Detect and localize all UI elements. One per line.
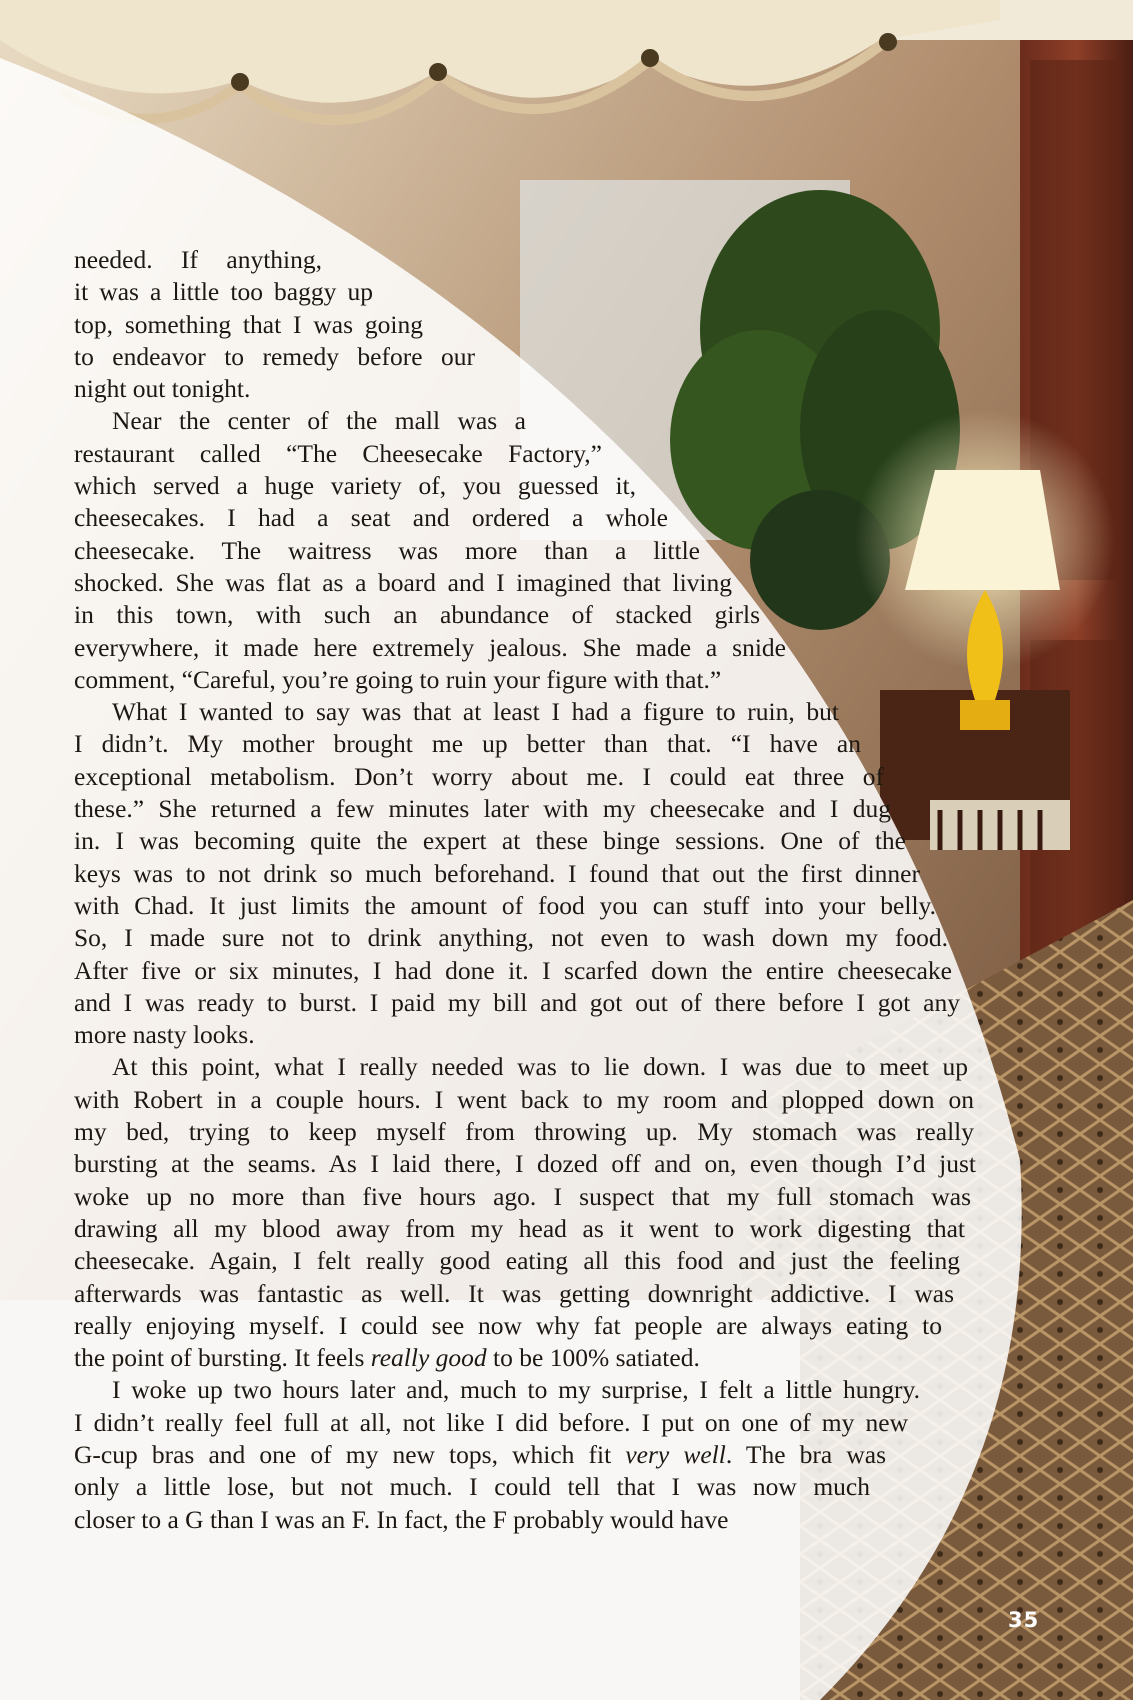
text-line: restaurant called “The Cheesecake Factory,” (74, 438, 602, 468)
emphasis: very well (625, 1439, 726, 1469)
text-line: bursting at the seams. As I laid there, I dozed off and on, even though I’d just (74, 1149, 976, 1179)
text-line: night out tonight. (74, 374, 251, 404)
text-line: to endeavor to remedy before our (74, 341, 475, 371)
text-line: cheesecakes. I had a seat and ordered a whole (74, 503, 668, 533)
text-line: only a little lose, but not much. I could tell that I was now much (74, 1472, 870, 1502)
text-line: needed. If anything, (74, 245, 322, 274)
text-line: After five or six minutes, I had done it. I scarfed down the entire cheesecake (74, 955, 952, 985)
text-line: exceptional metabolism. Don’t worry about me. I could eat three of (74, 761, 884, 791)
text-line: Near the center of the mall was a (112, 406, 526, 436)
text-line: everywhere, it made here extremely jealous. She made a snide (74, 632, 786, 662)
text-line: really enjoying myself. I could see now why fat people are always eating to (74, 1310, 942, 1340)
text-line: keys was to not drink so much beforehand. I found that out the first dinner (74, 858, 920, 888)
emphasis: really good (370, 1343, 487, 1373)
text-line: drawing all my blood away from my head as it went to work digesting that (74, 1213, 965, 1243)
text-line: woke up no more than five hours ago. I suspect that my full stomach was (74, 1181, 971, 1211)
text-line: the point of bursting. It feels really good to be 100% satiated. (74, 1343, 700, 1373)
text-line: cheesecake. The waitress was more than a little (74, 535, 700, 565)
page-number: 35 (1008, 1608, 1040, 1632)
text-line: I didn’t. My mother brought me up better than that. “I have an (74, 729, 861, 759)
text-line: afterwards was fantastic as well. It was getting downright addictive. I was (74, 1278, 954, 1308)
text-line: it was a little too baggy up (74, 277, 373, 307)
text-line: which served a huge variety of, you guessed it, (74, 471, 636, 501)
text-line: At this point, what I really needed was to lie down. I was due to meet up (112, 1052, 968, 1082)
text-line: So, I made sure not to drink anything, not even to wash down my food. (74, 923, 948, 953)
text-line: top, something that I was going (74, 309, 423, 339)
text-line: What I wanted to say was that at least I had a figure to ruin, but (112, 697, 839, 727)
text-line: these.” She returned a few minutes later with my cheesecake and I dug (74, 794, 891, 824)
text-line: with Chad. It just limits the amount of food you can stuff into your belly. (74, 890, 936, 920)
text-line: shocked. She was flat as a board and I imagined that living (74, 567, 732, 597)
body-text (74, 244, 974, 1536)
text-line: and I was ready to burst. I paid my bill and got out of there before I got any (74, 987, 960, 1017)
text-line: I didn’t really feel full at all, not like I did before. I put on one of my new (74, 1407, 908, 1437)
text-line: more nasty looks. (74, 1020, 255, 1050)
text-line: comment, “Careful, you’re going to ruin your figure with that.” (74, 664, 722, 694)
text-line: closer to a G than I was an F. In fact, the F probably would have (74, 1504, 729, 1534)
text-line: G-cup bras and one of my new tops, which fit very well. The bra was (74, 1439, 886, 1469)
text-line: cheesecake. Again, I felt really good eating all this food and just the feeling (74, 1246, 960, 1276)
text-line: with Robert in a couple hours. I went back to my room and plopped down on (74, 1084, 974, 1114)
text-line: in this town, with such an abundance of stacked girls (74, 600, 760, 630)
text-line: my bed, trying to keep myself from throwing up. My stomach was really (74, 1117, 974, 1147)
text-line: I woke up two hours later and, much to my surprise, I felt a little hungry. (112, 1375, 920, 1405)
text-line: in. I was becoming quite the expert at these binge sessions. One of the (74, 826, 906, 856)
